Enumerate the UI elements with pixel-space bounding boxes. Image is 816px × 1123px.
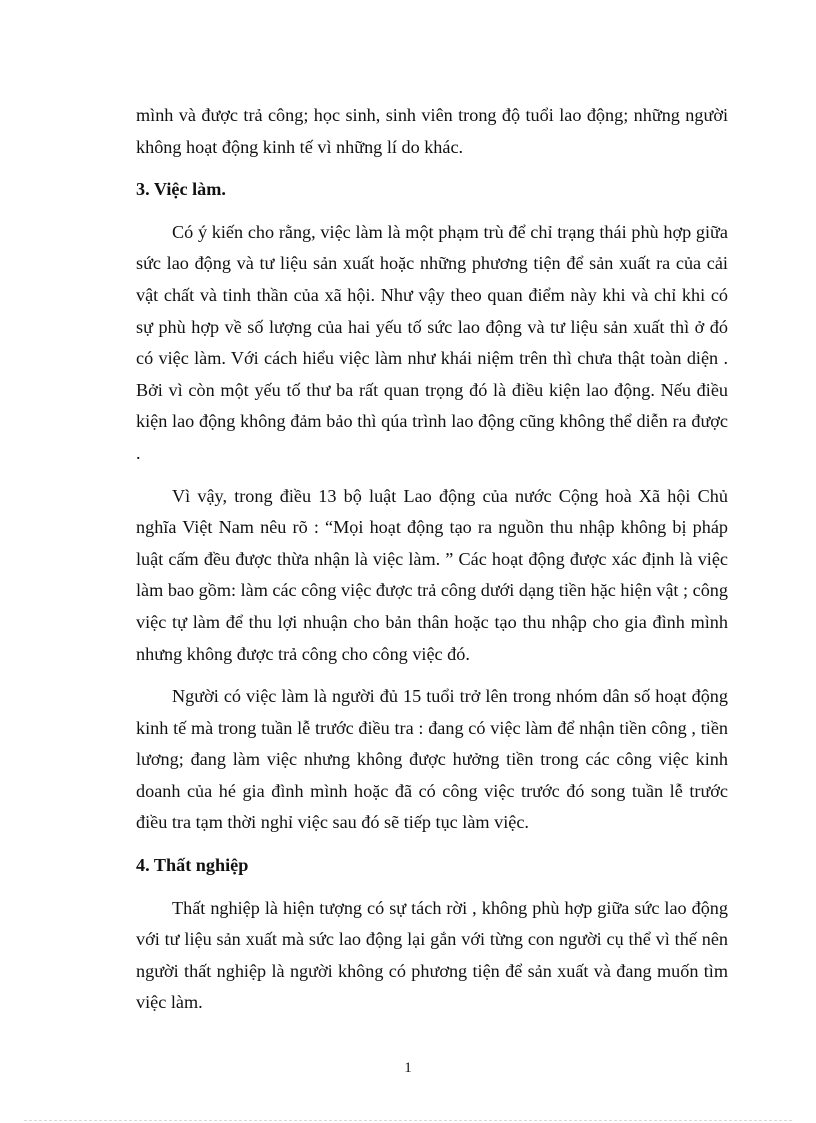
paragraph: Người có việc làm là người đủ 15 tuổi trở lên trong nhóm dân số hoạt động kinh tế mà trong tuần lễ trước điều tra : đang có việc làm để nhận tiền công , tiền lương; đang làm việc nhưng không được hưởng tiền trong các công việc kinh doanh của hé gia đình mình hoặc đã có công việc trước đó song tuần lễ trước điều tra tạm thời nghỉ việc sau đó sẽ tiếp tục làm việc.: [136, 686, 728, 833]
section-heading-that-nghiep: 4. Thất nghiệp: [136, 855, 249, 876]
page-number: 1: [404, 1060, 412, 1076]
paragraph-continuation: mình và được trả công; học sinh, sinh viên trong độ tuổi lao động; những người không hoạt động kinh tế vì những lí do khác.: [136, 105, 728, 157]
section-heading-viec-lam: 3. Việc làm.: [136, 179, 226, 200]
page-divider: [24, 1120, 792, 1121]
page-body: [136, 100, 728, 1030]
paragraph: Thất nghiệp là hiện tượng có sự tách rời , không phù hợp giữa sức lao động với tư liệu sản xuất mà sức lao động lại gắn với từng con người cụ thể vì thế nên người thất nghiệp là người không có phương tiện để sản xuất và đang muốn tìm việc làm.: [136, 897, 728, 1013]
paragraph: Có ý kiến cho rằng, việc làm là một phạm trù để chỉ trạng thái phù hợp giữa sức lao động và tư liệu sản xuất hoặc những phương tiện để sản xuất ra của cải vật chất và tinh thần của xã hội. Như vậy theo quan điểm này khi và chỉ khi có sự phù hợp về số lượng của hai yếu tố sức lao động và tư liệu sản xuất thì ở đó có việc làm. Với cách hiểu việc làm như khái niệm trên thì chưa thật toàn diện . Bởi vì còn một yếu tố thư ba rất quan trọng đó là điều kiện lao động. Nếu điều kiện lao động không đảm bảo thì qúa trình lao động cũng không thể diễn ra được .: [136, 221, 728, 463]
paragraph: Vì vậy, trong điều 13 bộ luật Lao động của nước Cộng hoà Xã hội Chủ nghĩa Việt Nam nêu rõ : “Mọi hoạt động tạo ra nguồn thu nhập không bị pháp luật cấm đều được thừa nhận là việc làm. ” Các hoạt động được xác định là việc làm bao gồm: làm các công việc được trả công dưới dạng tiền hặc hiện vật ; công việc tự làm để thu lợi nhuận cho bản thân hoặc tạo thu nhập cho gia đình mình nhưng không được trả công cho công việc đó.: [136, 485, 728, 664]
